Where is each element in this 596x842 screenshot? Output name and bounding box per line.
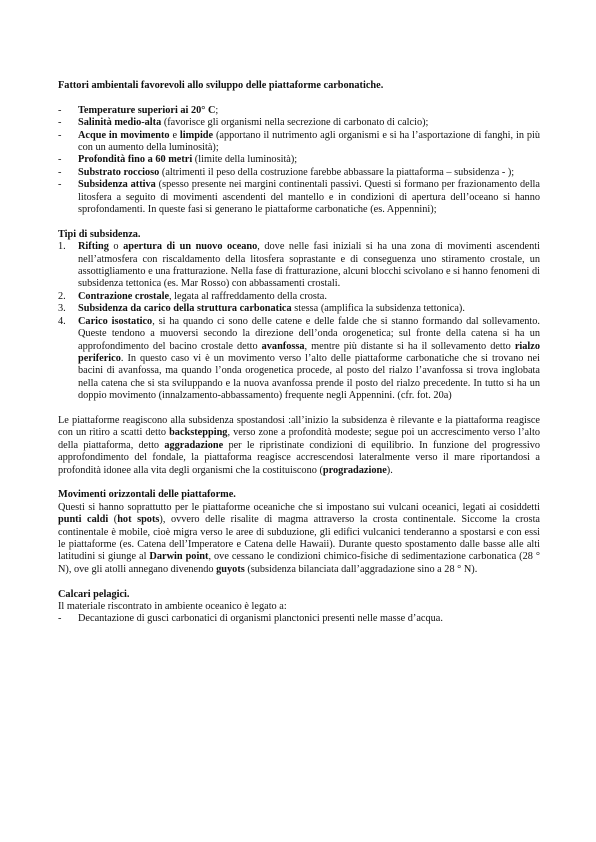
list-item: 1. Rifting o apertura di un nuovo oceano, dove nelle fasi iniziali si ha una zona di movimenti ascendenti nell’atmosfera con riscaldamento della litosfera soprastante e di conseguenza uno stiramento crostale, un assottigliamento e una fratturazione. Nella fase di fratturazione, alcuni blocchi scivolano e si hanno fenomeni di subsidenza tettonica (es. Mar Rosso) con abbassamenti crostali. [58,241,540,290]
pelagic-list [58,613,540,625]
list-item: - Profondità fino a 60 metri (limite della luminosità); [58,154,298,166]
document-body [58,80,540,626]
list-item: - Temperature superiori ai 20° C; [58,104,219,116]
list-item: 2. Contrazione crostale, legata al raffreddamento della crosta. [58,290,327,302]
heading-environmental-factors: Fattori ambientali favorevoli allo sviluppo delle piattaforme carbonatiche. [58,80,384,91]
list-item: - Decantazione di gusci carbonatici di organismi planctonici presenti nelle masse d’acqua. [58,613,443,625]
paragraph-platform-reaction: Le piattaforme reagiscono alla subsidenza spostandosi :all’inizio la subsidenza è rilevante e la piattaforma reagisce con un ritiro a scatti detto backstepping, verso zone a profondità modeste; segue poi un accrescimento verso l’alto della piattaforma, detto aggradazione per le ripristinate condizioni di equilibrio. In funzione del progressivo approfondimento del fondale, la piattaforma reagisce accrescendosi lateralmente verso il mare riportandosi a profondità idonee alla vita degli organismi che la costituiscono (progradazione). [58,414,540,476]
paragraph-horizontal-movements: Questi si hanno soprattutto per le piattaforme oceaniche che si impostano sui vulcani oceanici, legati ai cosiddetti punti caldi (hot spots), ovvero delle risalite di magma attraverso la crosta continentale. Siccome la crosta continentale è mobile, cioè migra verso le aree di subduzione, gli edifici vulcanici tenderanno a spostarsi e con essi le piattaforme (es. Catena dell’Imperatore e Catena delle Hawaii). Durante questo spostamento dalle basse alle alti latitudini si giunge al Darwin point, ove cessano le condizioni chimico-fisiche di sedimentazione carbonatica (28 ° N), ove gli atolli annegano divenendo guyots (subsidenza bilanciata dall’aggradazione sino a 28 ° N). [58,501,541,575]
heading-horizontal-movements: Movimenti orizzontali delle piattaforme. [58,489,236,501]
list-item: - Acque in movimento e limpide (apportano il nutrimento agli organismi e si ha l’asportazione di fanghi, in più con un aumento della luminosità); [58,129,541,154]
heading-pelagic-limestones: Calcari pelagici. [58,588,130,600]
list-item: - Subsidenza attiva (spesso presente nei margini continentali passivi. Questi si formano per frazionamento della litosfera a seguito di movimenti ascendenti del mantello e in condizioni di apertura dell’oceano si hanno sprofondamenti. In queste fasi si generano le piattaforme carbonatiche (es. Appennini); [58,179,540,216]
list-item: - Salinità medio-alta (favorisce gli organismi nella secrezione di carbonato di calcio); [58,117,429,129]
list-item: 4. Carico isostatico, si ha quando ci sono delle catene e delle falde che si stanno formando dal sollevamento. Queste tendono a muoversi secondo la direzione dell’onda orogenetica; sul fronte della catena si ha un approfondimento del bacino crostale detto avanfossa, mentre più distante si ha il sollevamento detto rialzo periferico. In questo caso vi è un movimento verso l’alto delle piattaforme carbonatiche che si trovano nei bacini di avanfossa, ma quando l’onda orogenetica procede, al posto del rialzo l’avanfossa si trova inglobata nella catena che si sta sviluppando e la nuova avanfossa prende il posto del rialzo precedente. In tutto si ha un doppio movimento (innalzamento-abbassamento) frequente negli Appennini. (cfr. fot. 20a) [58,315,540,402]
list-item: 3. Subsidenza da carico della struttura carbonatica stessa (amplifica la subsidenza tettonica). [58,303,465,315]
factors-list [58,105,540,217]
paragraph-pelagic-intro: Il materiale riscontrato in ambiente oceanico è legato a: [58,600,287,612]
heading-subsidence-types: Tipi di subsidenza. [58,228,141,240]
list-item: - Substrato roccioso (altrimenti il peso della costruzione farebbe abbassare la piattaforma – subsidenza - ); [58,166,515,178]
subsidence-list [58,241,540,402]
